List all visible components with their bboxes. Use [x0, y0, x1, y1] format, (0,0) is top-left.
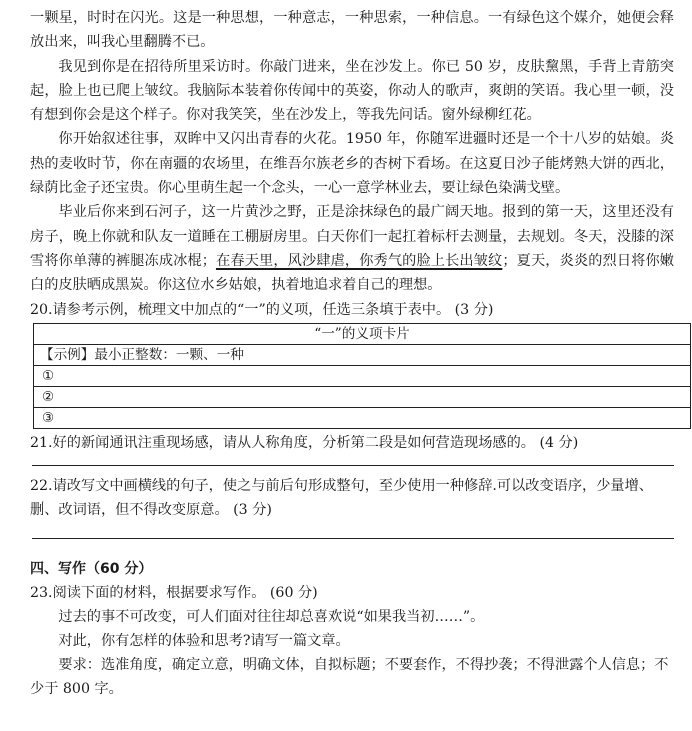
paragraph-text-before: 毕业后你来到石河子，这一片黄沙之野，正是涂抹绿色的最广阔天地。报到的第一天，这里还没有房子，晚上你就和队友一道睡在工棚厨房里。白天你们一起扛着标杆去测量，去规划。冬天，没膝的深雪将你单薄的裤腿冻成冰棍；	[30, 204, 674, 269]
underlined-sentence: 在春天里，风沙肆虐，你秀气的脸上长出皱纹	[215, 252, 503, 269]
article-paragraph-3: 你开始叙述往事，双眸中又闪出青春的火花。1950 年，你随军进疆时还是一个十八岁的姑娘。炎热的麦收时节，你在南疆的农场里，在维吾尔族老乡的杏树下看场。在这夏日沙子能烤熟大饼的西北，绿荫比金子还宝贵。你心里萌生起一个念头，一心一意学林业去，要让绿色染满戈壁。	[30, 131, 674, 197]
card-answer-row-2[interactable]: ②	[34, 386, 691, 407]
writing-material: 过去的事不可改变，可人们面对往往却总喜欢说“如果我当初……”。	[58, 608, 485, 625]
card-title: “一”的义项卡片	[34, 323, 691, 344]
meaning-card-table	[33, 323, 691, 429]
article-paragraph-2: 我见到你是在招待所里采访时。你敲门进来，坐在沙发上。你已 50 岁，皮肤黧黑，手背上青筋突起，脸上也已爬上皱纹。我脑际本装着你传闻中的英姿，你动人的歌声，爽朗的笑语。我心里一顿，没有想到你会是这个样子。你对我笑笑，坐在沙发上，等我先问话。窗外绿柳红花。	[30, 58, 674, 124]
question-20-prompt: 20.请参考示例，梳理文中加点的“一”的义项，任选三条填于表中。 (3 分)	[30, 301, 494, 318]
article-paragraph-1: 一颗星，时时在闪光。这是一种思想，一种意志，一种思索，一种信息。一有绿色这个媒介，她便会释放出来，叫我心里翻腾不已。	[30, 10, 674, 51]
paragraph-text-after: ；夏天，炎炎的烈日将你嫩白的皮肤晒成黑炭。你这位水乡姑娘，执着地追求着自己的理想。	[30, 252, 674, 294]
article-paragraph-4	[30, 200, 674, 297]
answer-line-22[interactable]	[32, 538, 674, 539]
answer-line-21[interactable]	[32, 465, 674, 466]
question-21-prompt: 21.好的新闻通讯注重现场感，请从人称角度，分析第二段是如何营造现场感的。 (4 分)	[30, 434, 579, 451]
writing-section-heading: 四、写作（60 分）	[30, 560, 153, 577]
card-answer-row-1[interactable]: ①	[34, 365, 691, 386]
writing-requirements: 要求：选准角度，确定立意，明确文体，自拟标题；不要套作，不得抄袭；不得泄露个人信息；不少于 800 字。	[30, 656, 669, 697]
writing-instruction: 对此，你有怎样的体验和思考?请写一篇文章。	[58, 632, 350, 649]
question-22-prompt: 22.请改写文中画横线的句子，使之与前后句形成整句，至少使用一种修辞.可以改变语序，少量增、删、改词语，但不得改变原意。 (3 分)	[30, 477, 653, 518]
card-answer-row-3[interactable]: ③	[34, 407, 691, 428]
question-23-prompt: 23.阅读下面的材料，根据要求写作。 (60 分)	[30, 584, 318, 601]
card-example: 【示例】最小正整数：一颗、一种	[34, 344, 691, 365]
